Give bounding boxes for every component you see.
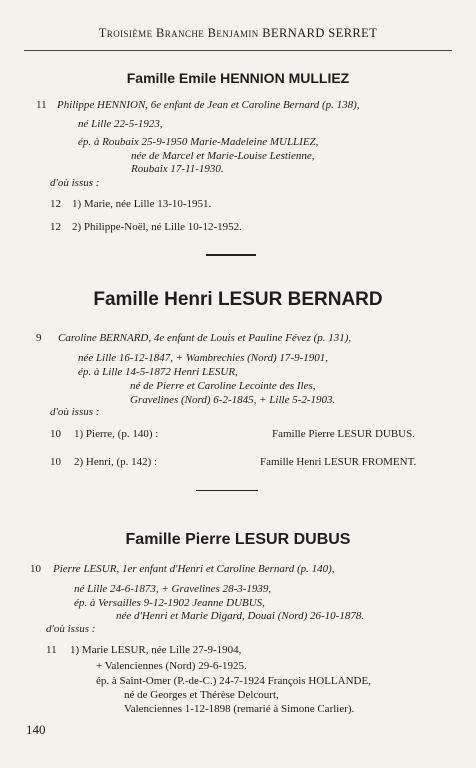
entry-main-line: Pierre LESUR, 1er enfant d'Henri et Caroline Bernard (p. 140), <box>53 563 335 575</box>
generation-number: 10 <box>50 456 61 468</box>
entry-line: Gravelines (Nord) 6-2-1845, + Lille 5-2-1903. <box>130 394 336 406</box>
child-entry: 2) Philippe-Noël, né Lille 10-12-1952. <box>72 221 242 233</box>
header-family: BERNARD SERRET <box>262 26 378 40</box>
entry-main-line: Caroline BERNARD, 4e enfant de Louis et Pauline Févez (p. 131), <box>58 332 352 344</box>
section-title-lesur-dubus: Famille Pierre LESUR DUBUS <box>125 531 351 548</box>
generation-number: 12 <box>50 198 61 210</box>
cross-reference: Famille Henri LESUR FROMENT. <box>260 456 417 468</box>
running-header <box>0 26 476 41</box>
child-entry: 1) Pierre, (p. 140) : <box>74 428 159 440</box>
entry-main-line: Philippe HENNION, 6e enfant de Jean et Caroline Bernard (p. 138), <box>57 99 360 111</box>
child-entry: 2) Henri, (p. 142) : <box>74 456 158 468</box>
issue-label: d'où issus : <box>50 177 100 189</box>
header-rule <box>24 50 452 51</box>
generation-number: 9 <box>36 332 42 344</box>
entry-line: né de Pierre et Caroline Lecointe des Iles, <box>130 380 316 392</box>
child-entry-line: + Valenciennes (Nord) 29-6-1925. <box>96 660 247 672</box>
entry-line: ép. à Roubaix 25-9-1950 Marie-Madeleine MULLIEZ, <box>78 136 319 148</box>
child-entry-line: né de Georges et Thérèse Delcourt, <box>124 689 279 701</box>
cross-reference: Famille Pierre LESUR DUBUS. <box>272 428 415 440</box>
generation-number: 12 <box>50 221 61 233</box>
child-entry-line: Valenciennes 1-12-1898 (remarié à Simone Carlier). <box>124 703 355 715</box>
child-entry: 1) Marie LESUR, née Lille 27-9-1904, <box>70 644 242 656</box>
generation-number: 10 <box>50 428 61 440</box>
child-entry-line: ép. à Saint-Omer (P.-de-C.) 24-7-1924 François HOLLANDE, <box>96 675 371 687</box>
child-entry: 1) Marie, née Lille 13-10-1951. <box>72 198 212 210</box>
entry-line: ép. à Lille 14-5-1872 Henri LESUR, <box>78 366 238 378</box>
section-title-hennion: Famille Emile HENNION MULLIEZ <box>126 70 350 86</box>
entry-line: Roubaix 17-11-1930. <box>131 163 224 175</box>
generation-number: 11 <box>46 644 57 656</box>
entry-line: née d'Henri et Marie Digard, Douai (Nord) 26-10-1878. <box>116 610 365 622</box>
entry-line: né Lille 22-5-1923, <box>78 118 163 130</box>
entry-line: née Lille 16-12-1847, + Wambrechies (Nord) 17-9-1901, <box>78 352 328 364</box>
section-separator <box>196 490 258 491</box>
page-number: 140 <box>26 722 46 737</box>
issue-label: d'où issus : <box>50 406 100 418</box>
generation-number: 11 <box>36 99 47 111</box>
section-separator <box>206 254 256 256</box>
entry-line: ép. à Versailles 9-12-1902 Jeanne DUBUS, <box>74 597 265 609</box>
entry-line: né Lille 24-6-1873, + Gravelines 28-3-1939, <box>74 583 272 595</box>
section-title-lesur-bernard: Famille Henri LESUR BERNARD <box>93 289 383 310</box>
header-branch: Troisième Branche Benjamin <box>98 26 259 40</box>
entry-line: née de Marcel et Marie-Louise Lestienne, <box>131 150 315 162</box>
generation-number: 10 <box>30 563 41 575</box>
issue-label: d'où issus : <box>46 623 96 635</box>
